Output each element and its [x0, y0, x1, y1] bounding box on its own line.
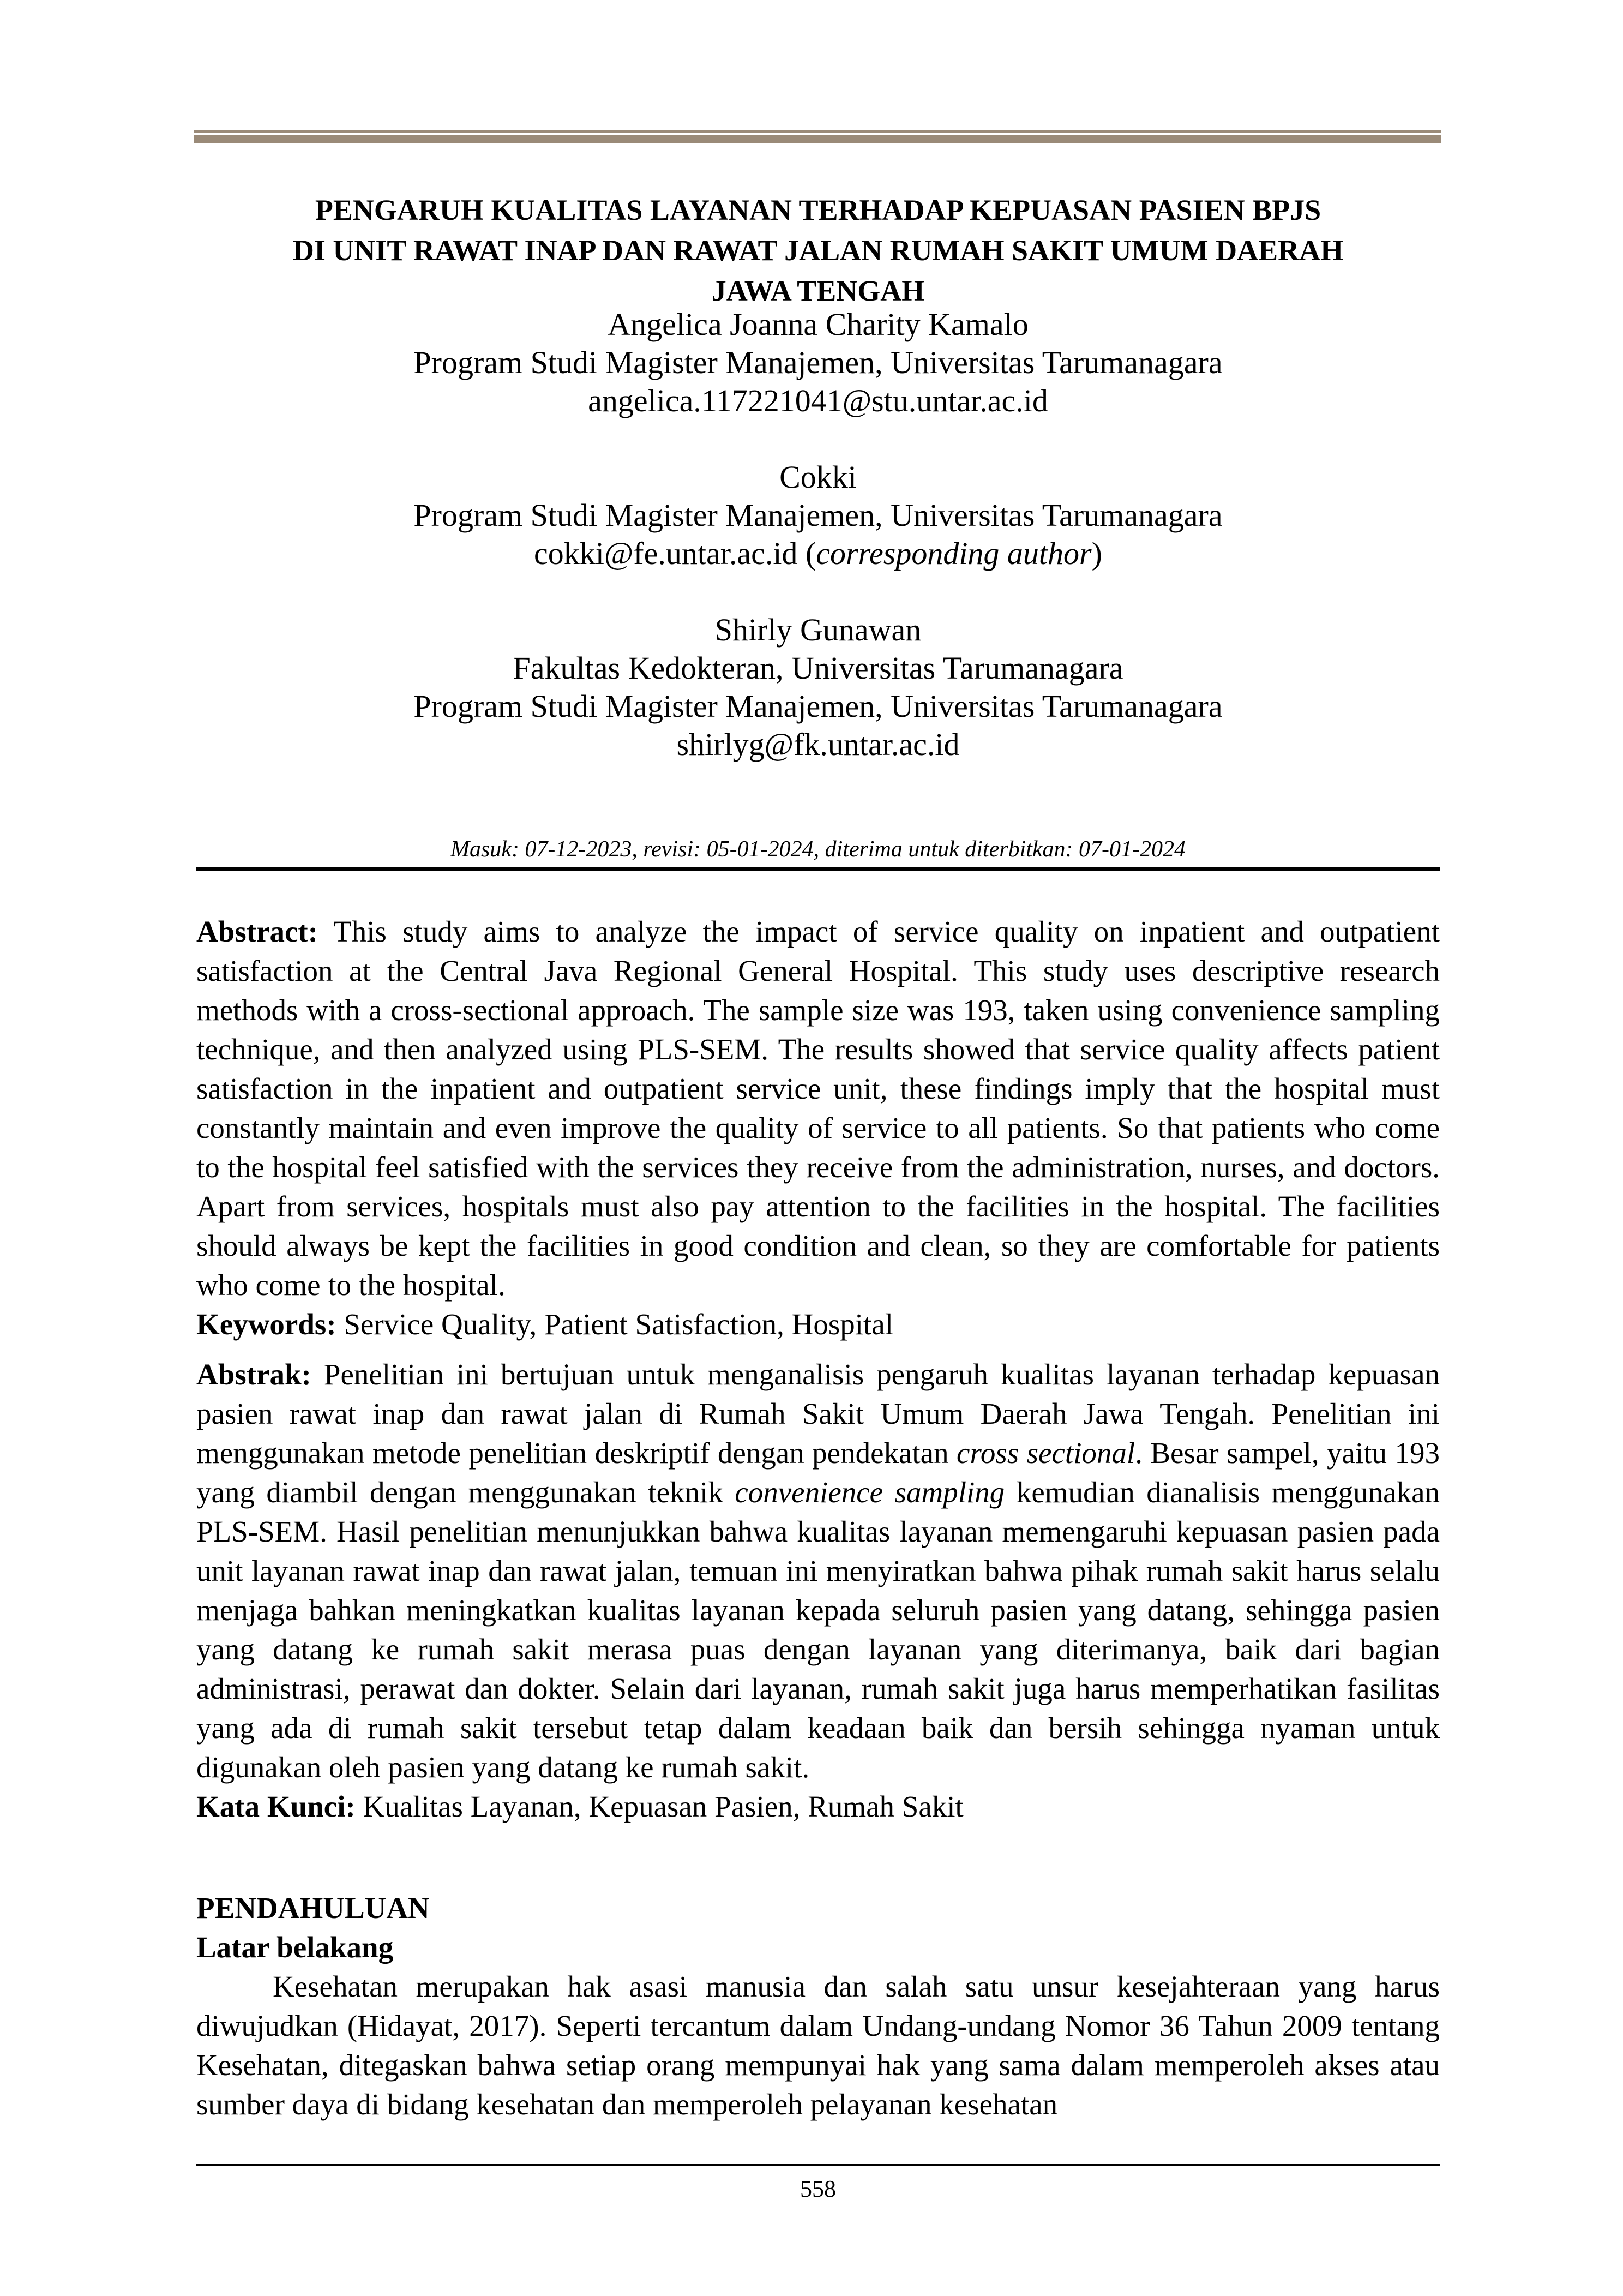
kata-kunci [196, 1787, 1440, 1826]
abstrak-text-1: Penelitian ini bertujuan untuk menganalisis pengaruh kualitas layanan terhadap kepuasan pasien rawat inap dan rawat jalan di Rumah Sakit Umum Daerah Jawa Tengah. Penelitian ini menggunakan metode penelitian deskriptif dengan pendekatan [196, 1358, 1440, 1470]
abstrak-italic-2: convenience sampling [735, 1476, 1005, 1509]
dates-rule [196, 867, 1440, 871]
abstrak-text-3: kemudian dianalisis menggunakan PLS-SEM. Hasil penelitian menunjukkan bahwa kualitas layanan memengaruhi kepuasan pasien pada unit layanan rawat inap dan rawat jalan, temuan ini menyiratkan bahwa pihak rumah sakit harus selalu menjaga bahkan meningkatkan kualitas layanan kepada seluruh pasien yang datang, sehingga pasien yang datang ke rumah sakit merasa puas dengan layanan yang diterimanya, baik dari bagian administrasi, perawat dan dokter. Selain dari layanan, rumah sakit juga harus memperhatikan fasilitas yang ada di rumah sakit tersebut tetap dalam keadaan baik dan bersih sehingga nyaman untuk digunakan oleh pasien yang datang ke rumah sakit. [196, 1476, 1440, 1784]
footer-rule [196, 2164, 1440, 2166]
author-2 [196, 458, 1440, 573]
author-affiliation: Program Studi Magister Manajemen, Universitas Tarumanagara [413, 497, 1223, 533]
title-line-3: JAWA TENGAH [711, 274, 925, 307]
title-line-2: DI UNIT RAWAT INAP DAN RAWAT JALAN RUMAH SAKIT UMUM DAERAH [292, 234, 1344, 267]
corresponding-author-note: corresponding author [816, 536, 1092, 571]
keywords [196, 1305, 1440, 1344]
abstract-text: This study aims to analyze the impact of service quality on inpatient and outpatient satisfaction at the Central Java Regional General Hospital. This study uses descriptive research methods with a cross-sectional approach. The sample size was 193, taken using convenience sampling technique, and then analyzed using PLS-SEM. The results showed that service quality affects patient satisfaction in the inpatient and outpatient service unit, these findings imply that the hospital must constantly maintain and even improve the quality of service to all patients. So that patients who come to the hospital feel satisfied with the services they receive from the administration, nurses, and doctors. Apart from services, hospitals must also pay attention to the facilities in the hospital. The facilities should always be kept the facilities in good condition and clean, so they are comfortable for patients who come to the hospital. [196, 915, 1440, 1302]
title-line-1: PENGARUH KUALITAS LAYANAN TERHADAP KEPUASAN PASIEN BPJS [315, 194, 1321, 226]
author-affiliation: Program Studi Magister Manajemen, Universitas Tarumanagara [413, 688, 1223, 724]
keywords-label: Keywords: [196, 1308, 336, 1341]
author-1 [196, 305, 1440, 420]
kata-kunci-label: Kata Kunci: [196, 1790, 356, 1823]
author-affiliation: Fakultas Kedokteran, Universitas Tarumanagara [513, 650, 1123, 686]
author-name: Cokki [779, 459, 857, 495]
abstrak-body [196, 1355, 1440, 1787]
abstract-body [196, 912, 1440, 1305]
abstract-indonesian [196, 1355, 1440, 1826]
abstrak-text-2: . Besar sampel, yaitu 193 yang diambil dengan menggunakan teknik [196, 1436, 1440, 1509]
abstract-english [196, 912, 1440, 1344]
submission-dates: Masuk: 07-12-2023, revisi: 05-01-2024, diterima untuk diterbitkan: 07-01-2024 [450, 837, 1186, 862]
abstract-label: Abstract: [196, 915, 318, 948]
abstrak-italic-1: cross sectional [957, 1436, 1135, 1470]
author-list [196, 305, 1440, 802]
header-rule-thin [194, 130, 1441, 133]
author-name: Angelica Joanna Charity Kamalo [608, 307, 1029, 342]
section-heading: PENDAHULUAN [196, 1891, 430, 1925]
author-3 [196, 611, 1440, 764]
intro-paragraph: Kesehatan merupakan hak asasi manusia dan salah satu unsur kesejahteraan yang harus diwujudkan (Hidayat, 2017). Seperti tercantum dalam Undang-undang Nomor 36 Tahun 2009 tentang Kesehatan, ditegaskan bahwa setiap orang mempunyai hak yang sama dalam memperoleh akses atau sumber daya di bidang kesehatan dan memperoleh pelayanan kesehatan [196, 1970, 1440, 2121]
abstrak-label: Abstrak: [196, 1358, 311, 1391]
header-rule-thick [194, 135, 1441, 143]
page-number: 558 [800, 2175, 836, 2202]
subsection-heading: Latar belakang [196, 1931, 394, 1964]
author-email[interactable]: shirlyg@fk.untar.ac.id [676, 727, 960, 762]
author-name: Shirly Gunawan [714, 612, 922, 648]
author-email[interactable]: cokki@fe.untar.ac.id [534, 536, 798, 571]
paper-title [196, 190, 1440, 311]
author-affiliation: Program Studi Magister Manajemen, Universitas Tarumanagara [413, 345, 1223, 380]
kata-kunci-text: Kualitas Layanan, Kepuasan Pasien, Rumah Sakit [363, 1790, 964, 1823]
author-email-line: cokki@fe.untar.ac.id (corresponding author) [534, 536, 1102, 571]
author-email[interactable]: angelica.117221041@stu.untar.ac.id [588, 383, 1048, 418]
keywords-text: Service Quality, Patient Satisfaction, Hospital [344, 1308, 894, 1341]
